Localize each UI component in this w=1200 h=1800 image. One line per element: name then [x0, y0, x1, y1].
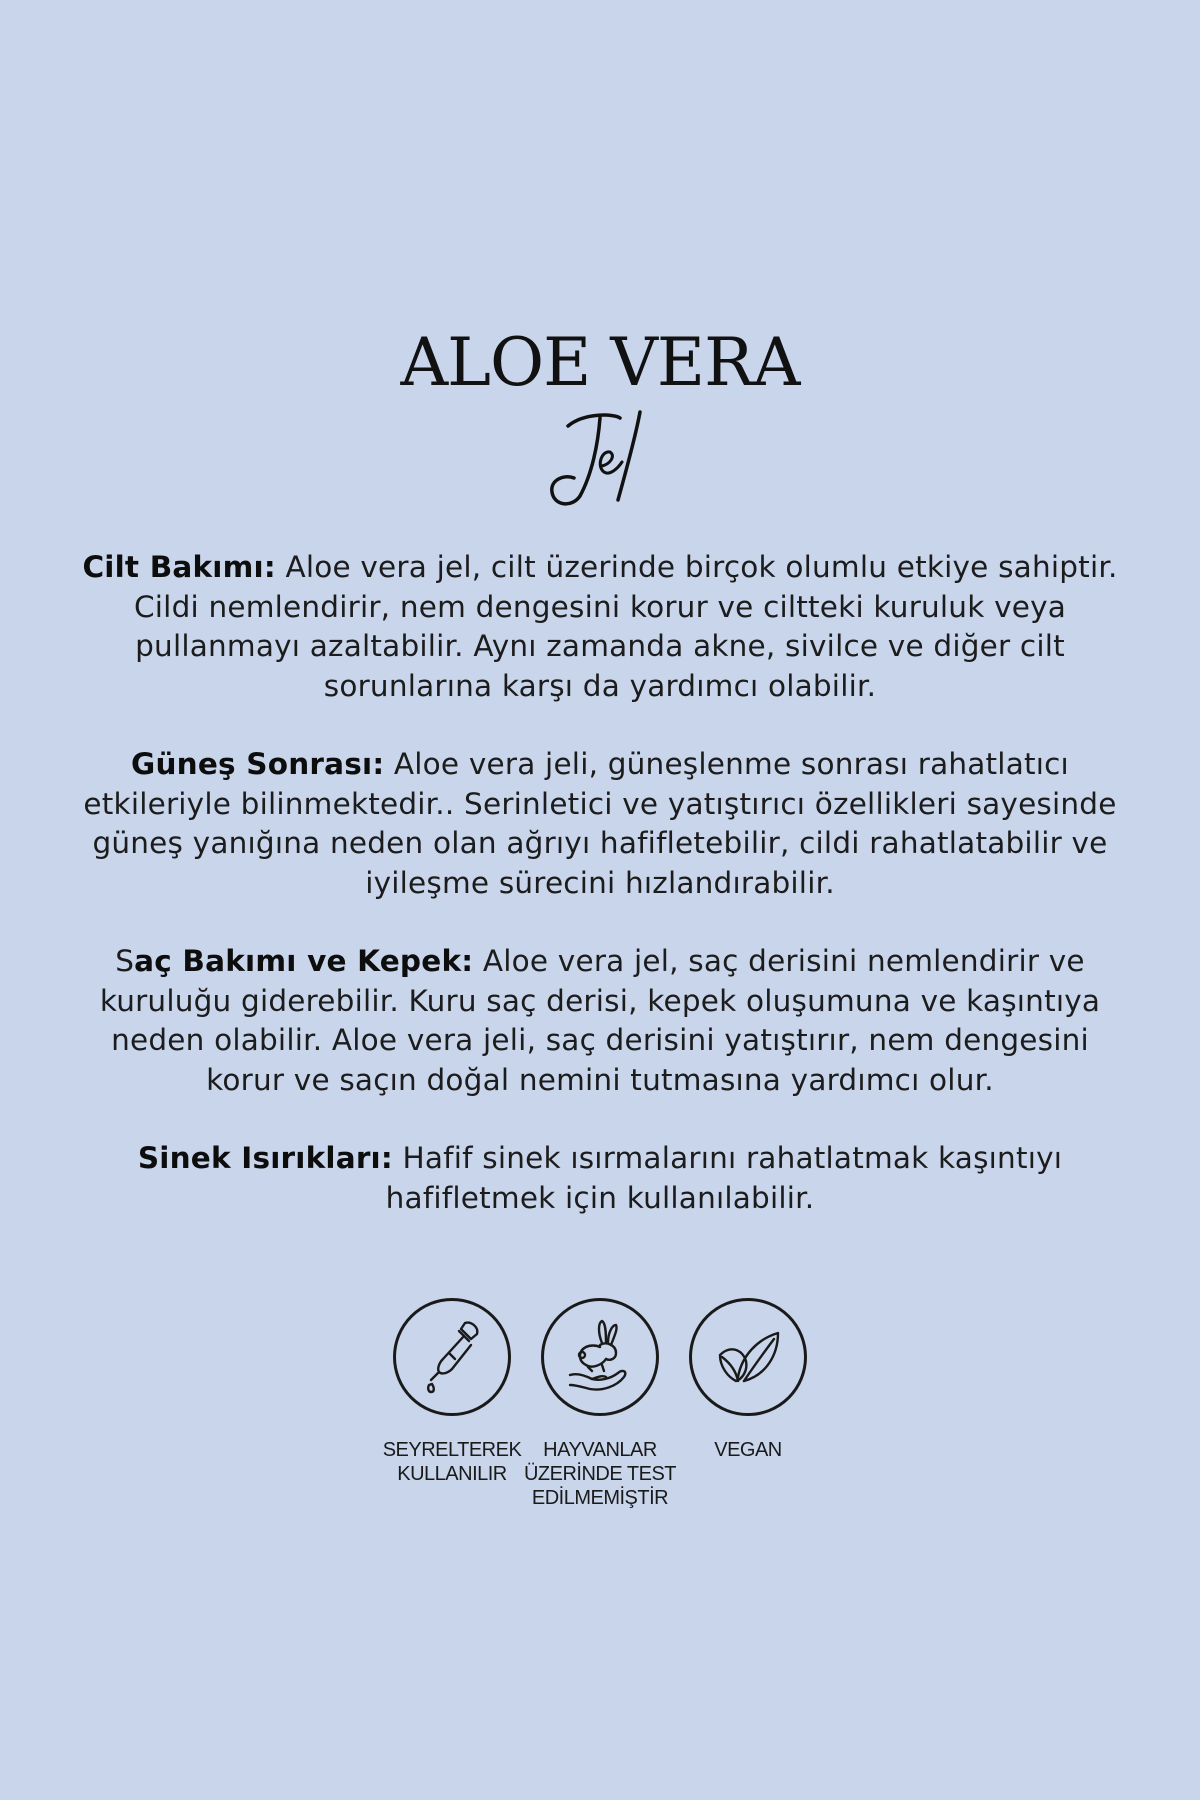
badge-label: HAYVANLAR ÜZERİNDE TEST EDİLMEMİŞTİR — [523, 1439, 677, 1509]
rabbit-hand-icon — [562, 1317, 638, 1397]
benefit-heading: Sinek Isırıkları: — [137, 1141, 393, 1175]
benefit-text: Aloe vera jel, saç derisini nemlendirir ve kuruluğu giderebilir. Kuru saç derisi, kepek oluşumuna ve kaşıntıya neden olabilir. Aloe vera jeli, saç derisini yatıştırır, nem dengesini korur ve saçın doğal nemini tutmasına yardımcı olur. — [99, 944, 1101, 1097]
benefit-insect-bites — [70, 1139, 1130, 1218]
badge-circle — [689, 1298, 807, 1416]
product-header — [0, 324, 1200, 514]
dropper-icon — [417, 1317, 487, 1397]
benefit-heading: aç Bakımı ve Kepek: — [134, 944, 474, 978]
benefit-hair-care — [70, 942, 1130, 1100]
badge-vegan — [687, 1298, 809, 1510]
badge-label: VEGAN — [714, 1439, 782, 1461]
badge-label: SEYRELTEREK KULLANILIR — [382, 1439, 522, 1485]
feature-badges — [0, 1298, 1200, 1510]
benefit-heading-initial: S — [115, 944, 135, 978]
badge-cruelty-free — [523, 1298, 677, 1510]
benefit-text: Aloe vera jeli, güneşlenme sonrası rahatlatıcı etkileriyle bilinmektedir.. Serinletici ve yatıştırıcı özellikleri sayesinde güneş yanığına neden olan ağrıyı hafifletebilir, cildi rahatlatabilir ve iyileşme sürecini hızlandırabilir. — [83, 747, 1117, 900]
benefits-list — [70, 548, 1130, 1257]
badge-dilute — [382, 1298, 522, 1510]
script-subtitle-logo — [540, 404, 660, 514]
benefit-heading: Güneş Sonrası: — [131, 747, 385, 781]
benefit-after-sun — [70, 745, 1130, 903]
benefit-text: Hafif sinek ısırmalarını rahatlatmak kaşıntıyı hafifletmek için kullanılabilir. — [385, 1141, 1063, 1215]
badge-circle — [541, 1298, 659, 1416]
benefit-heading: Cilt Bakımı: — [82, 550, 276, 584]
leaf-icon — [710, 1325, 786, 1389]
benefit-skin-care — [70, 548, 1130, 706]
benefit-text: Aloe vera jel, cilt üzerinde birçok olumlu etkiye sahiptir. Cildi nemlendirir, nem dengesini korur ve ciltteki kuruluk veya pullanmayı azaltabilir. Aynı zamanda akne, sivilce ve diğer cilt sorunlarına karşı da yardımcı olabilir. — [133, 550, 1118, 703]
product-title: ALOE VERA — [400, 324, 800, 401]
badge-circle — [393, 1298, 511, 1416]
